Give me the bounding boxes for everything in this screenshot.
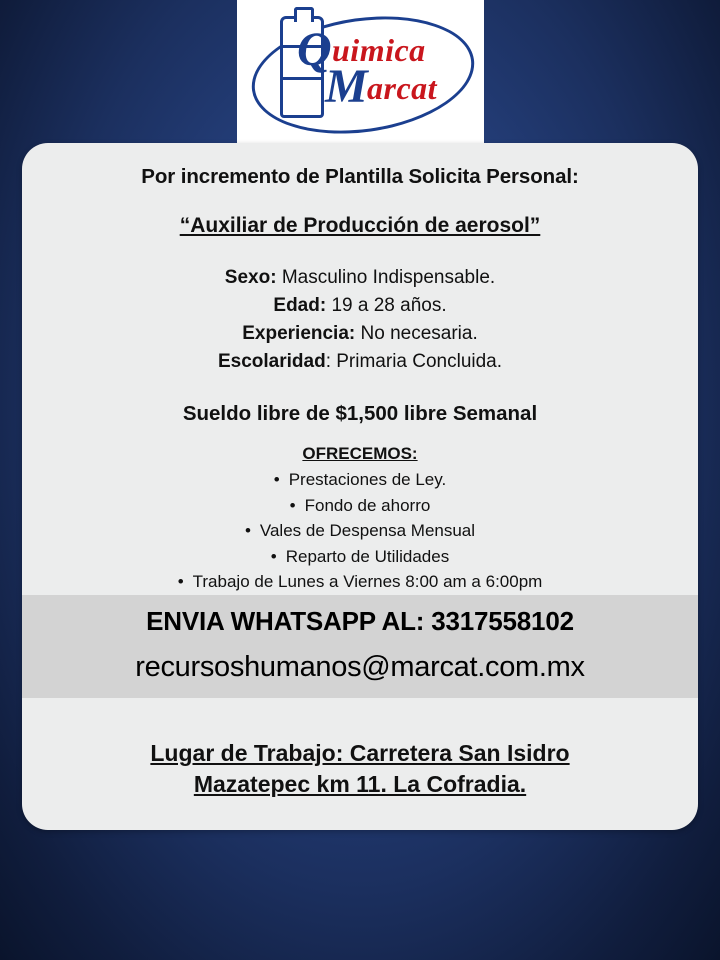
flyer-card [22, 143, 698, 830]
offer-list [38, 467, 682, 595]
flyer-headline: Por incremento de Plantilla Solicita Personal: [141, 165, 579, 188]
company-logo [237, 0, 484, 143]
work-location [22, 738, 698, 800]
requirements-list [38, 264, 682, 376]
whatsapp-number[interactable]: ENVIA WHATSAPP AL: 3317558102 [146, 606, 574, 636]
requirement-label: Experiencia: [242, 323, 356, 345]
work-location-line2: Mazatepec km 11. La Cofradia. [193, 771, 527, 798]
requirement-value: : Primaria Concluida. [325, 351, 503, 373]
requirement-value: No necesaria. [355, 323, 478, 345]
logo-word-marcat: arcat [367, 70, 438, 106]
offer-title: OFRECEMOS: [302, 444, 418, 464]
work-location-line1: Lugar de Trabajo: Carretera San Isidro [150, 740, 570, 766]
requirement-row [38, 292, 682, 320]
requirement-label: Escolaridad [217, 351, 326, 373]
logo-word-quimica: uimica [332, 32, 426, 68]
requirement-label: Sexo: [224, 267, 277, 288]
offer-item: • Fondo de ahorro [38, 493, 682, 519]
contact-strip [22, 595, 698, 698]
offer-item: • Reparto de Utilidades [38, 544, 682, 570]
logo-letter-m: M [325, 60, 368, 113]
offer-item: • Vales de Despensa Mensual [38, 518, 682, 544]
offer-item: • Trabajo de Lunes a Viernes 8:00 am a 6:00pm [38, 569, 682, 595]
requirement-label: Edad: [273, 295, 327, 317]
logo-letter-q: Q [297, 23, 332, 76]
requirement-row [38, 348, 682, 376]
requirement-value: Masculino Indispensable. [276, 267, 496, 288]
email-address[interactable]: recursoshumanos@marcat.com.mx [135, 651, 585, 683]
requirement-row [38, 264, 682, 292]
job-title: “Auxiliar de Producción de aerosol” [179, 214, 541, 237]
requirement-row [38, 320, 682, 348]
offer-item: • Prestaciones de Ley. [38, 467, 682, 493]
salary-text: Sueldo libre de $1,500 libre Semanal [182, 402, 538, 426]
requirement-value: 19 a 28 años. [326, 295, 447, 317]
